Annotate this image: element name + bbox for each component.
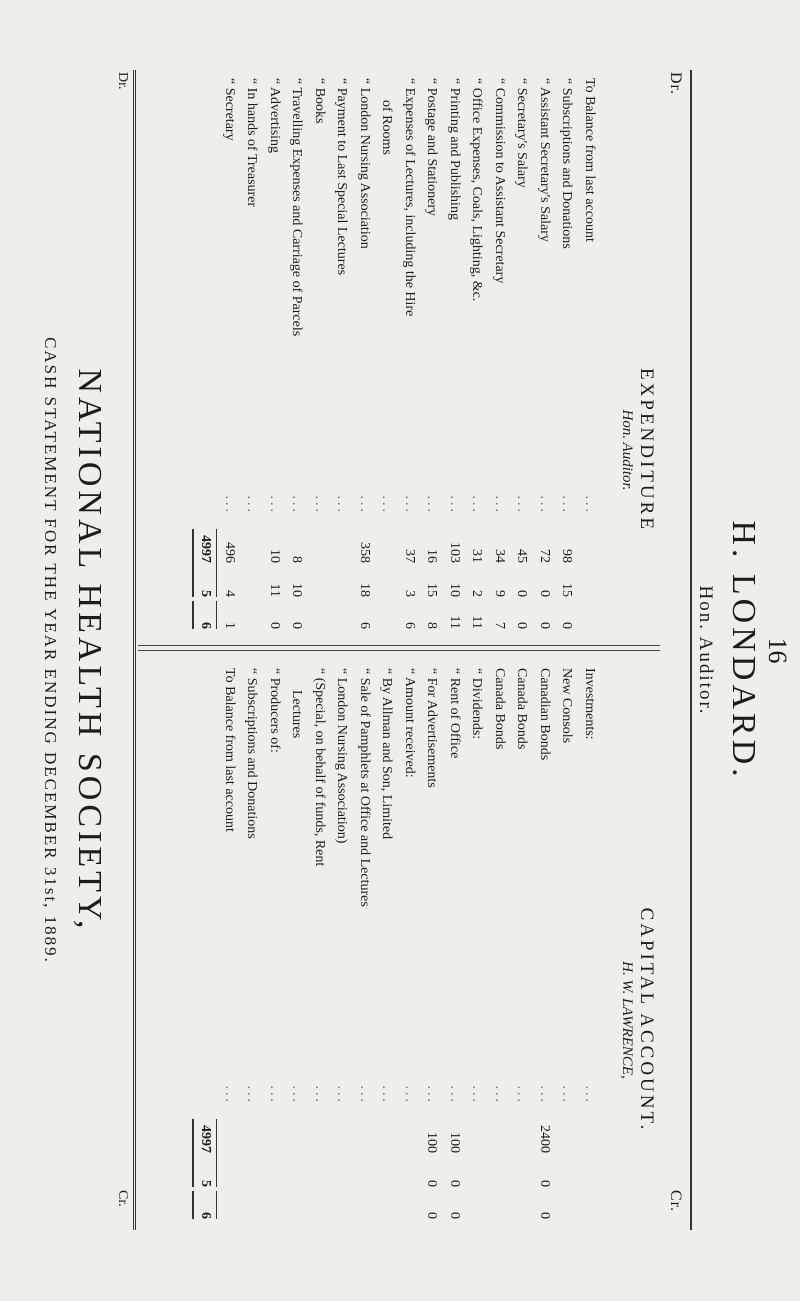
ledger-row (398, 660, 421, 1225)
amount-shillings: 5 (192, 563, 218, 597)
amount-pounds: 31 (469, 549, 485, 563)
amount-pence: 1 (222, 622, 237, 629)
ledger-row (195, 660, 218, 1225)
leader-dots: ... (424, 1085, 440, 1105)
leader-dots: ... (559, 1085, 575, 1105)
amount-pounds: 45 (514, 549, 530, 563)
footer-statement: CASH STATEMENT FOR THE YEAR ENDING DECEMBER 31st, 1889. (41, 337, 60, 964)
ledger-row-label: “ Printing and Publishing (447, 78, 462, 220)
amount-pence: 7 (492, 622, 507, 629)
ledger-row (263, 70, 286, 635)
leader-dots: ... (582, 495, 597, 515)
header-cr-label: Cr. (667, 1190, 684, 1213)
amount-pounds: 496 (222, 542, 237, 563)
ledger-row (420, 70, 443, 635)
leader-dots: ... (289, 495, 305, 515)
ledger-row (555, 660, 578, 1225)
ledger-row (533, 70, 556, 635)
ledger-row-label: “ Travelling Expenses and Carriage of Parcels (289, 78, 305, 337)
amount-pence: 8 (424, 622, 440, 629)
amount-pounds: 358 (357, 542, 372, 563)
leader-dots: ... (267, 495, 282, 515)
ledger-row (465, 660, 488, 1225)
amount-pounds: 34 (492, 549, 507, 563)
leader-dots: ... (424, 495, 440, 515)
leader-dots: ... (244, 1085, 260, 1105)
page-subtitle: Hon. Auditor. (695, 585, 716, 716)
ledger-row-label: Investments: (582, 668, 597, 740)
leader-dots: ... (379, 495, 395, 515)
column-divider (138, 650, 660, 651)
ledger-row-label: “ (Special, on behalf of funds, Rent (312, 668, 327, 867)
page-number: 16 (763, 637, 792, 664)
amount-shillings: 9 (492, 590, 507, 597)
amount-pounds: 100 (424, 1132, 440, 1153)
left-side-heading (618, 330, 657, 570)
amount-pence: 0 (447, 1212, 462, 1219)
amount-shillings: 5 (192, 1153, 218, 1187)
leader-dots: ... (222, 495, 237, 515)
amount-pence: 6 (192, 1191, 218, 1219)
leader-dots: ... (537, 1085, 552, 1105)
header-dr-label: Dr. (667, 72, 684, 95)
amount-shillings: 0 (514, 590, 530, 597)
header-rule (690, 70, 692, 1230)
footer-cr-label: Cr. (115, 1190, 130, 1207)
amount-pence: 11 (447, 615, 462, 629)
ledger-row (420, 660, 443, 1225)
leader-dots: ... (222, 1085, 237, 1105)
leader-dots: ... (537, 495, 552, 515)
ledger-row-label: Canadian Bonds (537, 668, 552, 761)
leader-dots: ... (447, 1085, 462, 1105)
ledger-row-label: To Balance from last account (222, 668, 237, 832)
left-heading-title: EXPENDITURE (636, 368, 657, 532)
ledger-row (263, 660, 286, 1225)
amount-pounds: 103 (447, 542, 462, 563)
amount-shillings: 10 (289, 583, 305, 597)
ledger-row (488, 70, 511, 635)
leader-dots: ... (402, 495, 417, 515)
leader-dots: ... (469, 495, 485, 515)
leader-dots: ... (514, 495, 530, 515)
amount-shillings: 0 (537, 590, 552, 597)
amount-pence: 0 (514, 622, 530, 629)
ledger-row-label: “ In hands of Treasurer (244, 78, 260, 208)
page-title: H. LONDARD. (725, 520, 762, 781)
amount-pounds: 2400 (537, 1125, 552, 1153)
ledger-row-label: “ For Advertisements (424, 668, 440, 788)
ledger-row-label: “ Dividends: (469, 668, 485, 740)
ledger-row-label: Canada Bonds (514, 668, 530, 750)
ledger-row (240, 70, 263, 635)
ledger-row-label: “ Subscriptions and Donations (559, 78, 575, 249)
ledger-row (488, 660, 511, 1225)
ledger-row (353, 70, 376, 635)
amount-pence: 6 (402, 622, 417, 629)
amount-pence: 0 (537, 622, 552, 629)
amount-shillings: 15 (424, 583, 440, 597)
amount-shillings: 11 (267, 583, 282, 597)
footer-title: NATIONAL HEALTH SOCIETY, (71, 368, 108, 933)
ledger-row (308, 70, 331, 635)
ledger-row-label: “ Books (312, 78, 327, 124)
ledger-row (330, 660, 353, 1225)
ledger-row-label: “ Office Expenses, Coals, Lighting, &c. (469, 78, 485, 302)
leader-dots: ... (492, 1085, 507, 1105)
ledger-row (555, 70, 578, 635)
ledger-row (218, 660, 241, 1225)
amount-shillings: 10 (447, 583, 462, 597)
leader-dots: ... (334, 495, 350, 515)
ledger-row (285, 70, 308, 635)
ledger-row-label: “ London Nursing Association (357, 78, 372, 249)
amount-shillings: 0 (424, 1180, 440, 1187)
ledger-row-label: “ Sale of Pamphlets at Office and Lectures (357, 668, 372, 907)
ledger-row-label: Lectures (289, 690, 305, 739)
column-divider-inner (138, 645, 660, 646)
amount-pence: 0 (289, 622, 305, 629)
amount-pounds: 100 (447, 1132, 462, 1153)
right-heading-title: CAPITAL ACCOUNT. (636, 907, 657, 1133)
ledger-row-label: “ Payment to Last Special Lectures (334, 78, 350, 276)
amount-pounds: 98 (559, 549, 575, 563)
leader-dots: ... (469, 1085, 485, 1105)
amount-shillings: 0 (537, 1180, 552, 1187)
amount-pence: 0 (424, 1212, 440, 1219)
leader-dots: ... (312, 495, 327, 515)
leader-dots: ... (289, 1085, 305, 1105)
ledger-row-label: “ Producers of: (267, 668, 282, 753)
ledger-row (443, 70, 466, 635)
ledger-row (465, 70, 488, 635)
right-side-heading (618, 900, 657, 1140)
amount-pence: 0 (537, 1212, 552, 1219)
ledger-row-label: “ Secretary (222, 78, 237, 141)
ledger-row (218, 70, 241, 635)
amount-shillings: 0 (447, 1180, 462, 1187)
leader-dots: ... (334, 1085, 350, 1105)
ledger-row-label: “ Subscriptions and Donations (244, 668, 260, 839)
ledger-row (578, 660, 601, 1225)
amount-pence: 11 (469, 615, 485, 629)
leader-dots: ... (267, 1085, 282, 1105)
ledger-row (533, 660, 556, 1225)
ledger-row (240, 660, 263, 1225)
amount-pounds: 4997 (192, 1119, 218, 1153)
leader-dots: ... (357, 495, 372, 515)
ledger-row-label: “ Rent of Office (447, 668, 462, 759)
leader-dots: ... (379, 1085, 395, 1105)
ledger-row-label: “ By Allman and Son, Limited (379, 668, 395, 840)
ledger-row-label: of Rooms (379, 100, 395, 155)
amount-shillings: 3 (402, 590, 417, 597)
leader-dots: ... (514, 1085, 530, 1105)
amount-shillings: 4 (222, 590, 237, 597)
leader-dots: ... (357, 1085, 372, 1105)
ledger-row-label: “ London Nursing Association) (334, 668, 350, 844)
amount-shillings: 15 (559, 583, 575, 597)
leader-dots: ... (244, 495, 260, 515)
amount-pounds: 4997 (192, 529, 218, 563)
ledger-row (398, 70, 421, 635)
amount-pounds: 8 (289, 556, 305, 563)
amount-pounds: 37 (402, 549, 417, 563)
left-ledger-side (195, 70, 600, 635)
leader-dots: ... (402, 1085, 417, 1105)
ledger-row-label: “ Secretary's Salary (514, 78, 530, 188)
ledger-row (510, 70, 533, 635)
footer-rule (133, 70, 136, 1230)
ledger-row-label: “ Commission to Assistant Secretary (492, 78, 507, 284)
ledger-row-label: “ Advertising (267, 78, 282, 154)
ledger-row (375, 660, 398, 1225)
leader-dots: ... (492, 495, 507, 515)
ledger-row (510, 660, 533, 1225)
amount-pence: 6 (357, 622, 372, 629)
ledger-row-label: New Consols (559, 668, 575, 744)
right-heading-sub: H. W. LAWRENCE, (619, 961, 635, 1079)
amount-pounds: 10 (267, 549, 282, 563)
amount-pounds: 72 (537, 549, 552, 563)
amount-pounds: 16 (424, 549, 440, 563)
ledger-row-label: “ Assistant Secretary's Salary (537, 78, 552, 242)
ledger-row-label: “ Postage and Stationery (424, 78, 440, 217)
right-ledger-side (195, 660, 600, 1225)
ledger-row (375, 70, 398, 635)
ledger-row (285, 660, 308, 1225)
ledger-row-label: To Balance from last account (582, 78, 597, 242)
left-heading-sub: Hon. Auditor. (619, 409, 635, 491)
ledger-row-label: “ Expenses of Lectures, including the Hire (402, 78, 417, 317)
ledger-row (308, 660, 331, 1225)
amount-pence: 0 (267, 622, 282, 629)
amount-pence: 6 (192, 601, 218, 629)
amount-pence: 0 (559, 622, 575, 629)
leader-dots: ... (559, 495, 575, 515)
amount-shillings: 18 (357, 583, 372, 597)
ledger-row (353, 660, 376, 1225)
leader-dots: ... (582, 1085, 597, 1105)
ledger-row (195, 70, 218, 635)
leader-dots: ... (312, 1085, 327, 1105)
amount-shillings: 2 (469, 590, 485, 597)
ledger-row (330, 70, 353, 635)
footer-dr-label: Dr. (115, 72, 130, 90)
leader-dots: ... (447, 495, 462, 515)
ledger-row (578, 70, 601, 635)
ledger-row-label: “ Amount received: (402, 668, 417, 778)
ledger-row-label: Canada Bonds (492, 668, 507, 750)
ledger-row (443, 660, 466, 1225)
